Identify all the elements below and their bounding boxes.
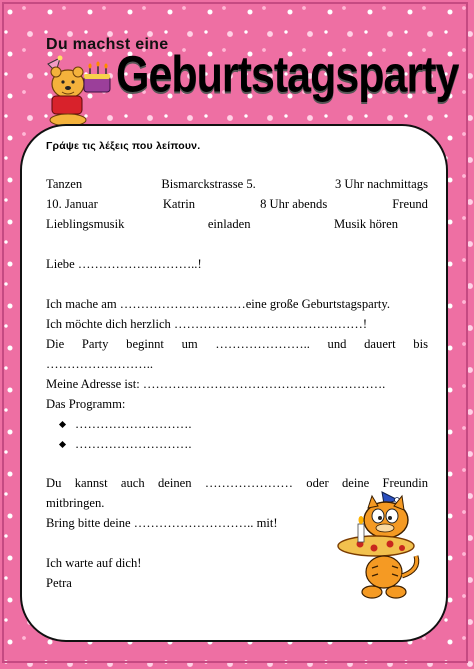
diamond-bullet-icon: [59, 420, 66, 427]
instruction-text: Γράψε τις λέξεις που λείπουν.: [46, 140, 201, 152]
letter-signature: Petra: [46, 576, 72, 590]
letter-closing: Ich warte auf dich!: [46, 556, 142, 570]
letter-line-3a: Die Party beginnt um ………………….. und dauert bis: [46, 337, 428, 351]
word-bank-item: Bismarckstrasse 5.: [161, 177, 256, 191]
word-bank-row-3: [46, 214, 428, 234]
letter-line-3b: ……………………..: [46, 357, 154, 371]
program-item-blank: ……………………….: [75, 437, 192, 451]
letter-line-6: Bring bitte deine ……………………….. mit!: [46, 516, 278, 530]
letter-greeting: Liebe ………………………..!: [46, 257, 202, 271]
pooh-bear-cake-illustration: [38, 54, 116, 128]
letter-line-2: Ich möchte dich herzlich ………………………………………!: [46, 317, 368, 331]
header-title: Geburtstagsparty: [116, 46, 459, 104]
program-item: [46, 414, 428, 434]
letter-line-5a: Du kannst auch deinen ………………… oder deine Freundin: [46, 476, 428, 490]
word-bank-item: Lieblingsmusik: [46, 217, 125, 231]
word-bank-row-2: [46, 194, 428, 214]
program-item-blank: ……………………….: [75, 417, 192, 431]
word-bank-row-1: [46, 174, 428, 194]
letter-line-5b: mitbringen.: [46, 496, 105, 510]
word-bank-item: 8 Uhr abends: [260, 197, 328, 211]
diamond-bullet-icon: [59, 440, 66, 447]
garfield-pizza-illustration: [330, 486, 426, 602]
header-subtitle: Du machst eine: [46, 36, 169, 53]
letter-line-1: Ich mache am …………………………eine große Geburtstagsparty.: [46, 297, 391, 311]
word-bank-item: 10. Januar: [46, 197, 98, 211]
word-bank-item: 3 Uhr nachmittags: [334, 177, 428, 191]
word-bank-item: Musik hören: [333, 217, 398, 231]
program-item: [46, 434, 428, 454]
program-label: Das Programm:: [46, 397, 126, 411]
word-bank-item: einladen: [207, 217, 251, 231]
word-bank-item: Katrin: [162, 197, 196, 211]
word-bank-item: Freund: [392, 197, 428, 211]
word-bank-item: Tanzen: [46, 177, 83, 191]
letter-line-4: Meine Adresse ist: ………………………………………………….: [46, 377, 386, 391]
